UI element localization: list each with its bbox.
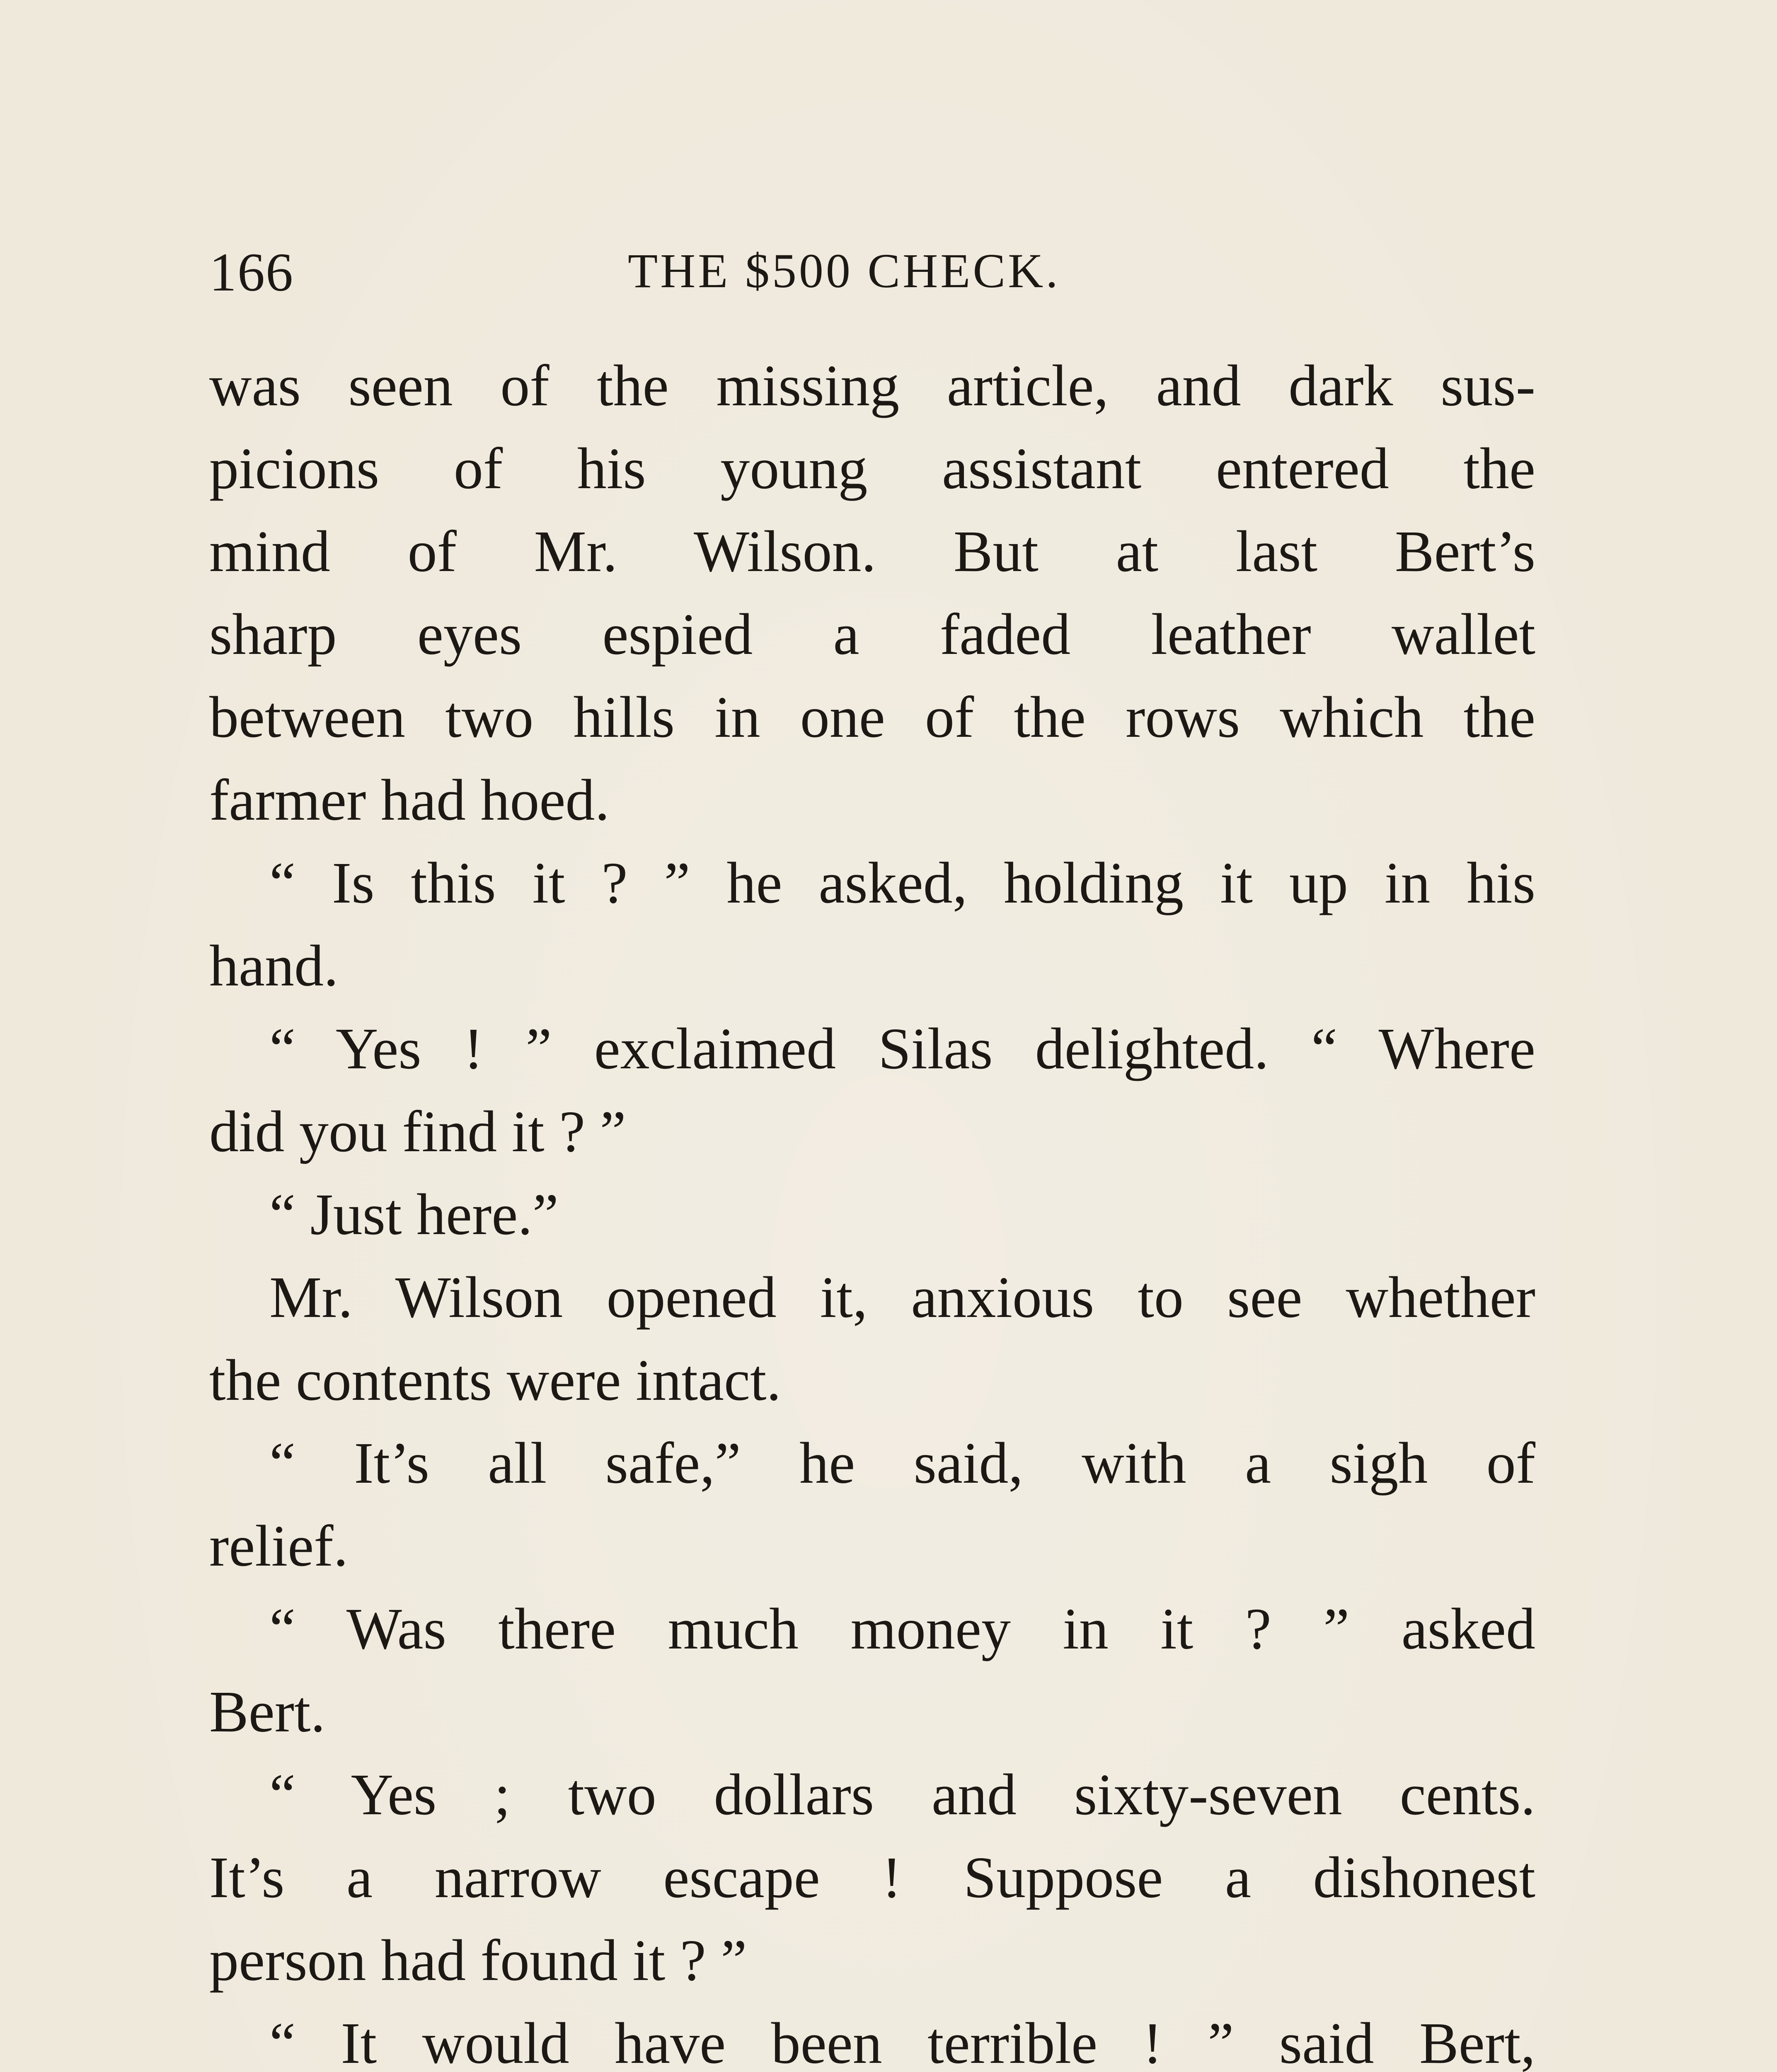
text-line: “ Just here.” <box>269 1181 559 1247</box>
text-line: Mr. Wilson opened it, anxious to see whether <box>269 1264 1535 1330</box>
text-line: picions of his young assistant entered the <box>209 436 1535 501</box>
text-line: farmer had hoed. <box>209 767 610 833</box>
text-line: “ It’s all safe,” he said, with a sigh of <box>269 1430 1535 1496</box>
text-line: between two hills in one of the rows which the <box>209 684 1535 750</box>
text-line: “ Was there much money in it ? ” asked <box>269 1596 1535 1661</box>
text-line: the contents were intact. <box>209 1347 781 1413</box>
text-line: was seen of the missing article, and dark sus- <box>209 353 1535 418</box>
text-line: mind of Mr. Wilson. But at last Bert’s <box>209 518 1535 584</box>
text-line: Bert. <box>209 1679 325 1744</box>
page-number: 166 <box>209 242 294 303</box>
text-line: hand. <box>209 933 339 998</box>
text-line: did you find it ? ” <box>209 1099 626 1164</box>
text-line: “ Yes ! ” exclaimed Silas delighted. “ Where <box>269 1016 1535 1081</box>
text-line: “ Yes ; two dollars and sixty-seven cents. <box>269 1762 1535 1827</box>
text-line: “ Is this it ? ” he asked, holding it up in his <box>269 850 1535 915</box>
running-head: THE $500 CHECK. <box>628 244 1060 298</box>
text-line: It’s a narrow escape ! Suppose a dishonest <box>209 1844 1535 1910</box>
page-header <box>209 232 1548 311</box>
text-line: “ It would have been terrible ! ” said Bert, <box>269 2010 1535 2072</box>
text-line: relief. <box>209 1513 349 1578</box>
body-text <box>209 344 1535 2072</box>
text-line: sharp eyes espied a faded leather wallet <box>209 601 1535 667</box>
text-line: person had found it ? ” <box>209 1927 747 1993</box>
